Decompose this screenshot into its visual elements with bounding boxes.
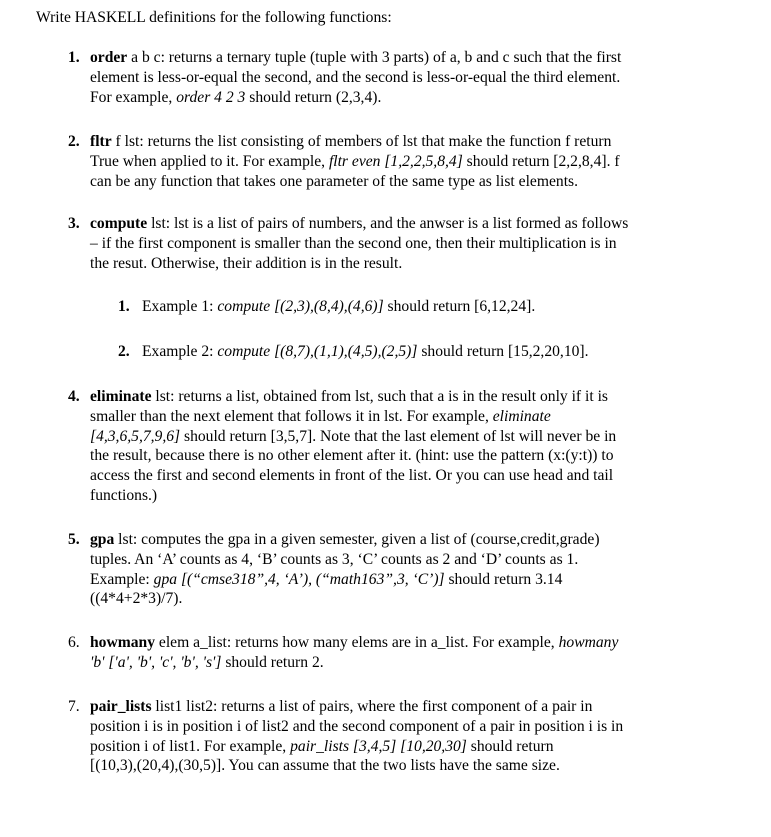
- function-name: compute: [90, 215, 148, 232]
- text-segment: ((4*4+2*3)/7).: [90, 590, 183, 608]
- question-line: [90, 407, 680, 427]
- text-segment: lst: returns a list, obtained from lst, such that a is in the result only if it is: [151, 388, 608, 405]
- example-number: 2.: [118, 343, 130, 360]
- text-segment: elem a_list: returns how many elems are in a_list. For example,: [155, 634, 559, 651]
- question-body: [90, 48, 680, 107]
- text-segment: should return [3,5,7]. Note that the last element of lst will never be in: [180, 427, 617, 445]
- text-segment: f lst: returns the list consisting of members of lst that make the function f return: [111, 133, 612, 150]
- question-2: [68, 132, 680, 191]
- question-number: 3.: [68, 215, 80, 232]
- question-number: 5.: [68, 531, 80, 548]
- question-body: [90, 214, 680, 273]
- question-number: 7.: [68, 698, 80, 715]
- question-line: [90, 132, 680, 152]
- example-prefix: Example 2:: [142, 343, 218, 360]
- question-line: [90, 48, 680, 68]
- text-segment: should return: [466, 737, 554, 755]
- question-body: [90, 132, 680, 191]
- example-1: [118, 297, 536, 317]
- function-name: fltr: [90, 133, 112, 150]
- question-line: [90, 88, 680, 108]
- question-body: [90, 530, 680, 609]
- example-prefix: Example 1:: [142, 298, 218, 315]
- text-segment: Example:: [90, 570, 154, 588]
- text-segment: functions.): [90, 486, 158, 504]
- function-name: order: [90, 49, 128, 66]
- code-example: gpa [(“cmse318”,4, ‘A’), (“math163”,3, ‘C’)]: [153, 570, 445, 588]
- question-body: [90, 633, 680, 673]
- question-number: 4.: [68, 388, 80, 405]
- text-segment: tuples. An ‘A’ counts as 4, ‘B’ counts as 3, ‘C’ counts as 2 and ‘D’ counts as 1.: [90, 550, 579, 568]
- text-segment: the resut. Otherwise, their addition is in the result.: [90, 254, 403, 272]
- function-name: gpa: [90, 531, 115, 548]
- question-line: [90, 466, 680, 486]
- example-2: [118, 342, 589, 362]
- code-example: order 4 2 3: [176, 88, 246, 106]
- question-7: [68, 697, 680, 776]
- question-number: 2.: [68, 133, 80, 150]
- text-segment: should return 3.14: [444, 570, 563, 588]
- question-line: [90, 570, 680, 590]
- question-line: [90, 589, 680, 609]
- text-segment: can be any function that takes one parameter of the same type as list elements.: [90, 172, 578, 190]
- example-number: 1.: [118, 298, 130, 315]
- code-example: 'b' ['a', 'b', 'c', 'b', 's']: [90, 653, 222, 671]
- question-line: [90, 387, 680, 407]
- question-3: [68, 214, 680, 273]
- function-name: eliminate: [90, 388, 152, 405]
- text-segment: [(10,3),(20,4),(30,5)]. You can assume that the two lists have the same size.: [90, 757, 560, 775]
- question-4: [68, 387, 680, 506]
- question-number: 6.: [68, 634, 80, 651]
- code-example: [4,3,6,5,7,9,6]: [90, 427, 181, 445]
- text-segment: lst: computes the gpa in a given semester, given a list of (course,credit,grade): [114, 531, 600, 548]
- question-1: [68, 48, 680, 107]
- question-line: [90, 697, 680, 717]
- text-segment: should return [2,2,8,4]. f: [462, 152, 620, 170]
- code-example: howmany: [558, 634, 619, 651]
- question-line: [90, 633, 680, 653]
- text-segment: position i of list1. For example,: [90, 737, 291, 755]
- question-line: [90, 152, 680, 172]
- text-segment: a b c: returns a ternary tuple (tuple with 3 parts) of a, b and c such that the first: [127, 49, 622, 66]
- text-segment: True when applied to it. For example,: [90, 152, 329, 170]
- question-line: [90, 446, 680, 466]
- question-line: [90, 68, 680, 88]
- text-segment: smaller than the next element that follows it in lst. For example,: [90, 407, 493, 425]
- question-5: [68, 530, 680, 609]
- instructions-heading: Write HASKELL definitions for the following functions:: [36, 9, 392, 26]
- question-body: [90, 387, 680, 506]
- text-segment: – if the first component is smaller than the second one, then their multiplication is in: [90, 234, 617, 252]
- text-segment: lst: lst is a list of pairs of numbers, and the anwser is a list formed as follows: [147, 215, 629, 232]
- question-body: [90, 697, 680, 776]
- question-line: [90, 653, 680, 673]
- text-segment: element is less-or-equal the second, and the second is less-or-equal the third element.: [90, 68, 621, 86]
- example-suffix: should return [15,2,20,10].: [417, 343, 589, 360]
- question-line: [90, 486, 680, 506]
- question-line: [90, 737, 680, 757]
- question-line: [90, 550, 680, 570]
- question-6: [68, 633, 680, 673]
- text-segment: the result, because there is no other element after it. (hint: use the pattern (x:(y:t)) to: [90, 447, 614, 465]
- text-segment: should return 2.: [221, 653, 324, 671]
- example-code: compute [(8,7),(1,1),(4,5),(2,5)]: [217, 343, 418, 360]
- question-line: [90, 530, 680, 550]
- question-line: [90, 717, 680, 737]
- question-line: [90, 172, 680, 192]
- example-code: compute [(2,3),(8,4),(4,6)]: [217, 298, 384, 315]
- text-segment: For example,: [90, 88, 177, 106]
- function-name: howmany: [90, 634, 155, 651]
- question-line: [90, 427, 680, 447]
- code-example: eliminate: [492, 407, 551, 425]
- code-example: pair_lists [3,4,5] [10,20,30]: [290, 737, 467, 755]
- question-line: [90, 214, 680, 234]
- text-segment: list1 list2: returns a list of pairs, where the first component of a pair in: [151, 698, 593, 715]
- question-line: [90, 234, 680, 254]
- function-name: pair_lists: [90, 698, 152, 715]
- example-suffix: should return [6,12,24].: [383, 298, 536, 315]
- code-example: fltr even [1,2,2,5,8,4]: [328, 152, 463, 170]
- text-segment: should return (2,3,4).: [245, 88, 382, 106]
- text-segment: position i is in position i of list2 and the second component of a pair in position i is in: [90, 717, 624, 735]
- text-segment: access the first and second elements in front of the list. Or you can use head and tail: [90, 467, 614, 485]
- question-number: 1.: [68, 49, 80, 66]
- question-line: [90, 756, 680, 776]
- question-line: [90, 254, 680, 274]
